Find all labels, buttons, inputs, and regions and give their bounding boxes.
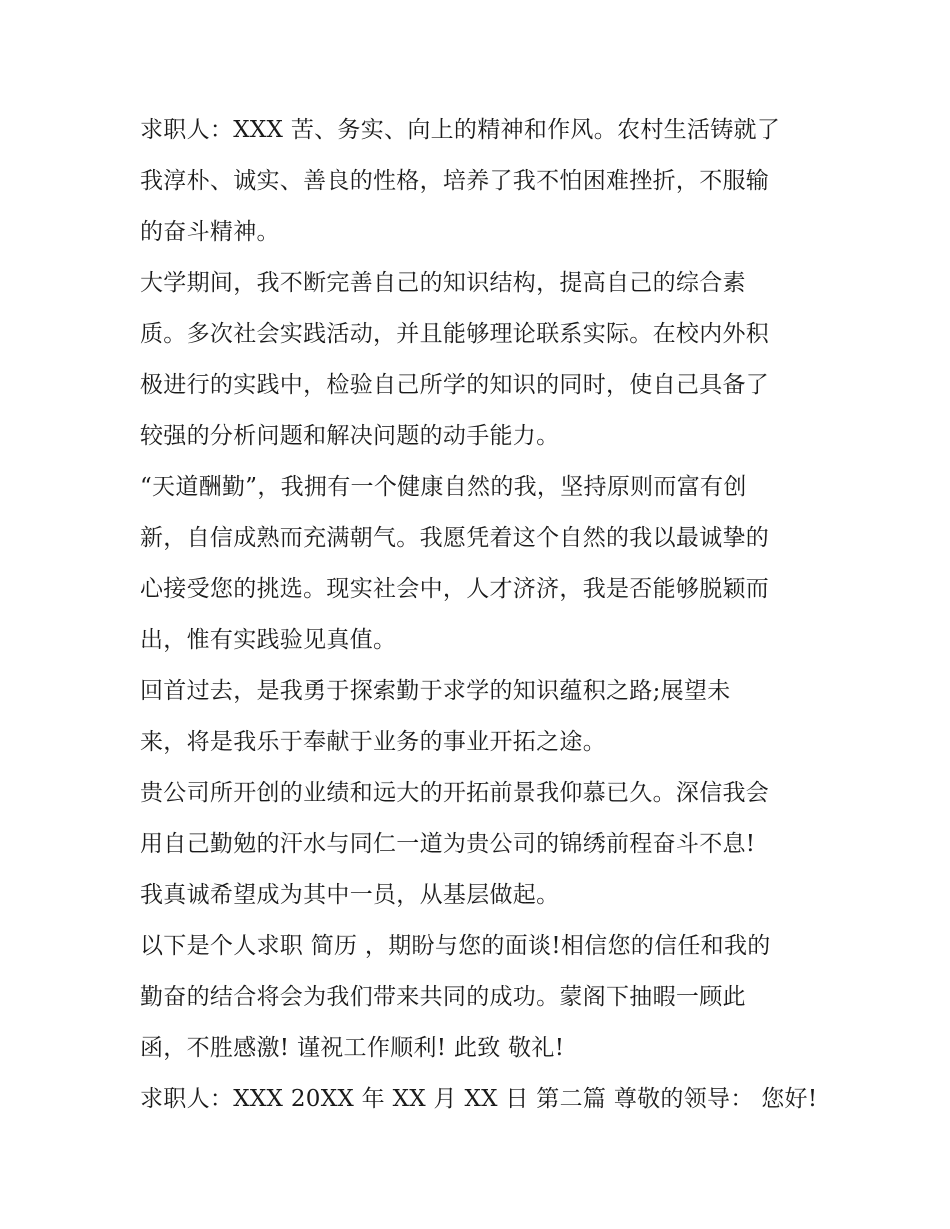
paragraph-intro bbox=[140, 105, 820, 258]
paragraph-character bbox=[140, 462, 820, 666]
text-line: 函，不胜感激! 谨祝工作顺利! 此致 敬礼! bbox=[140, 1035, 565, 1061]
text-line: 求职人：XXX 苦、务实、向上的精神和作风。农村生活铸就了 bbox=[140, 117, 781, 143]
text-line: 心接受您的挑选。现实社会中，人才济济，我是否能够脱颖而 bbox=[140, 576, 770, 602]
text-line: 我真诚希望成为其中一员，从基层做起。 bbox=[140, 882, 560, 908]
text-line: 新，自信成熟而充满朝气。我愿凭着这个自然的我以最诚挚的 bbox=[140, 525, 770, 551]
paragraph-retrospect bbox=[140, 666, 820, 768]
text-line: 较强的分析问题和解决问题的动手能力。 bbox=[140, 423, 560, 449]
text-line: 以下是个人求职 简历 ，期盼与您的面谈!相信您的信任和我的 bbox=[140, 933, 771, 959]
text-line: 回首过去，是我勇于探索勤于求学的知识蕴积之路;展望未 bbox=[140, 678, 731, 704]
text-line: 极进行的实践中，检验自己所学的知识的同时，使自己具备了 bbox=[140, 372, 770, 398]
text-line: 大学期间，我不断完善自己的知识结构，提高自己的综合素 bbox=[140, 270, 746, 296]
paragraph-company bbox=[140, 768, 820, 921]
paragraph-closing bbox=[140, 921, 820, 1074]
text-line: 求职人：XXX 20XX 年 XX 月 XX 日 第二篇 尊敬的领导： 您好! bbox=[140, 1086, 818, 1112]
text-line: 用自己勤勉的汗水与同仁一道为贵公司的锦绣前程奋斗不息! bbox=[140, 831, 756, 857]
text-line: 来，将是我乐于奉献于业务的事业开拓之途。 bbox=[140, 729, 606, 755]
document-body bbox=[140, 105, 820, 1125]
text-line: 我淳朴、诚实、善良的性格，培养了我不怕困难挫折，不服输 bbox=[140, 168, 770, 194]
text-line: “天道酬勤”，我拥有一个健康自然的我，坚持原则而富有创 bbox=[140, 474, 747, 500]
paragraph-signature bbox=[140, 1074, 820, 1125]
text-line: 的奋斗精神。 bbox=[140, 219, 280, 245]
text-line: 出，惟有实践验见真值。 bbox=[140, 627, 397, 653]
text-line: 勤奋的结合将会为我们带来共同的成功。蒙阁下抽暇一顾此 bbox=[140, 984, 746, 1010]
paragraph-university bbox=[140, 258, 820, 462]
text-line: 质。多次社会实践活动，并且能够理论联系实际。在校内外积 bbox=[140, 321, 770, 347]
text-line: 贵公司所开创的业绩和远大的开拓前景我仰慕已久。深信我会 bbox=[140, 780, 770, 806]
